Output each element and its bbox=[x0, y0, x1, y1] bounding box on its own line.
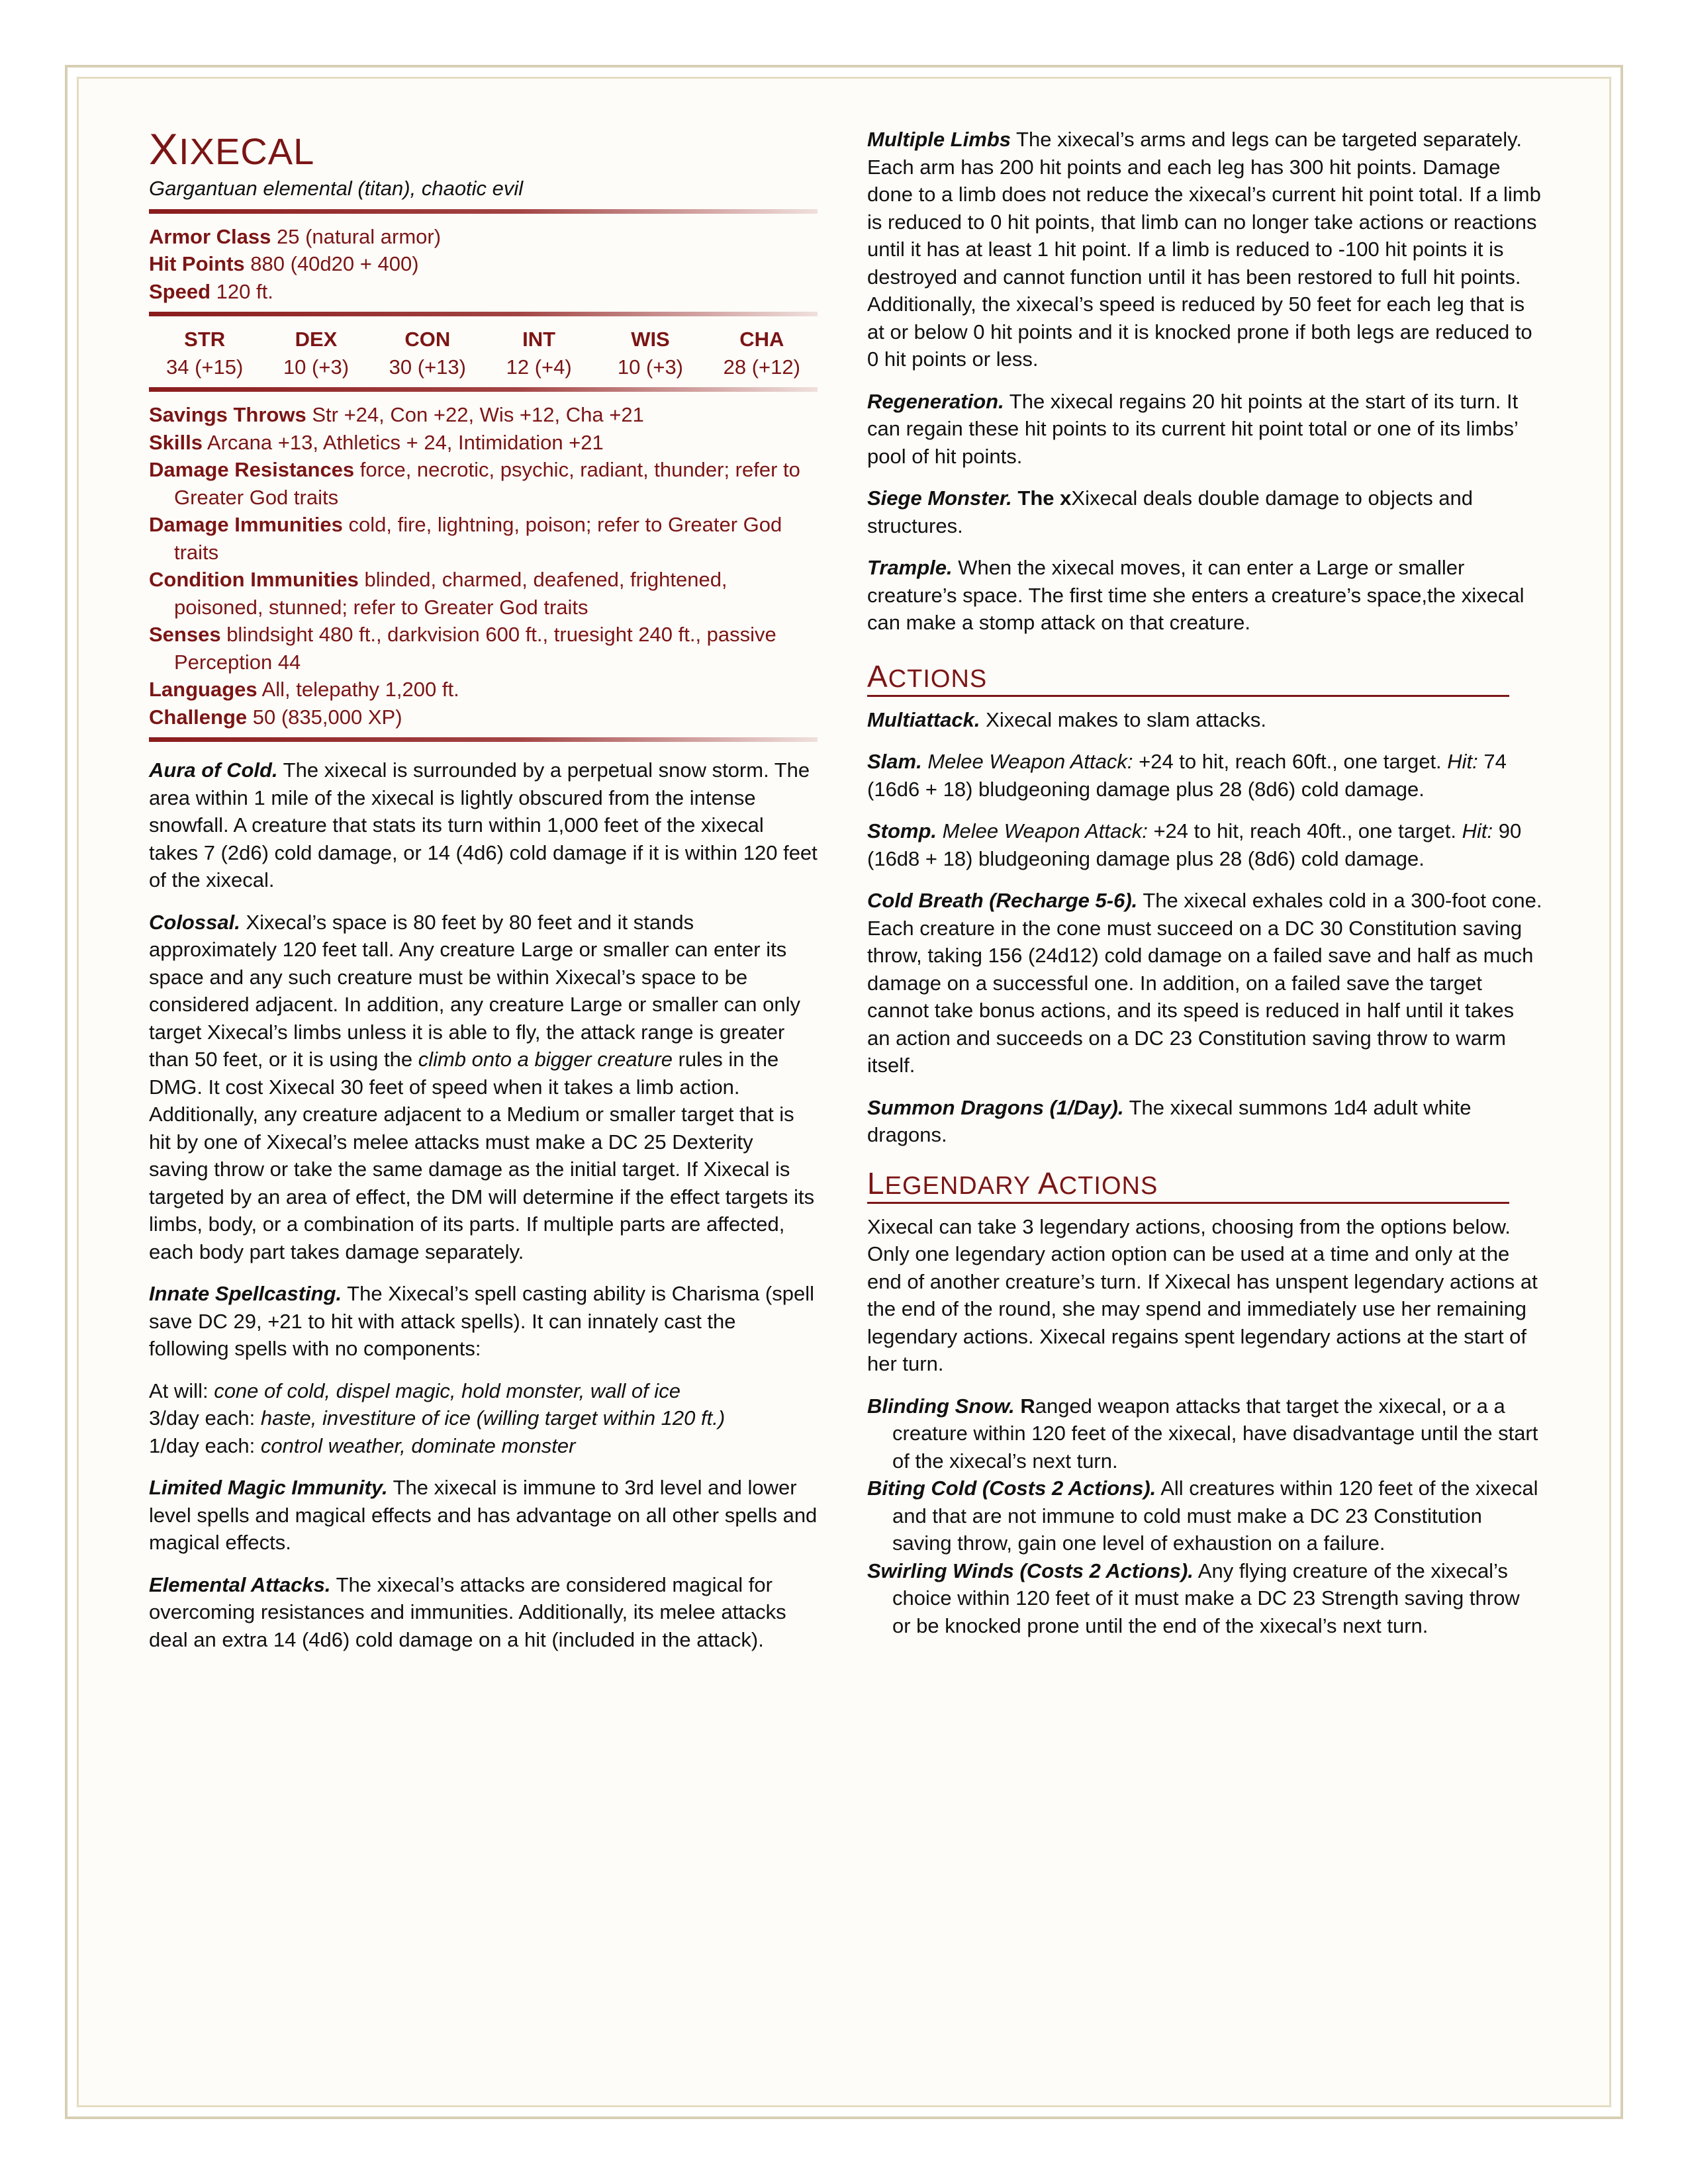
action-name: Slam. bbox=[867, 750, 922, 773]
skills bbox=[149, 429, 818, 457]
action-summon-dragons bbox=[867, 1094, 1542, 1149]
trait-text-italic: climb onto a bigger creature bbox=[418, 1048, 673, 1071]
action-text: The xixecal summons 1d4 adult white dragons. bbox=[867, 1095, 1472, 1146]
trait-name: Limited Magic Immunity. bbox=[149, 1476, 388, 1499]
trait-text: Xixecal’s space is 80 feet by 80 feet and it stands approximately 120 feet tall. Any creature Large or smaller can enter its space and any such creature must be within Xixecal’s space to be considered adjacent. In addition, any creature Large or smaller can only target Xixecal’s limbs unless it is able to fly, the attack range is greater than 50 feet, or it is using the bbox=[149, 910, 800, 1071]
heading-rest: EGENDARY bbox=[884, 1171, 1039, 1200]
divider bbox=[149, 209, 818, 214]
damage-immunities bbox=[149, 511, 818, 566]
trait-siege-monster bbox=[867, 484, 1542, 539]
ability-score: 34 (+15) bbox=[166, 355, 244, 379]
trait-text: The xixecal is surrounded by a perpetual snow storm. The area within 1 mile of the xixecal is lightly obscured from the intense snowfall. A creature that stats its turn within 1,000 feet of the xixecal takes 7 (2d6) cold damage, or 14 (4d6) cold damage if it is within 120 feet of the xixecal. bbox=[149, 758, 818, 891]
armor-class-label: Armor Class bbox=[149, 224, 271, 248]
action-name: Summon Dragons (1/Day). bbox=[867, 1095, 1124, 1119]
detail-label: Skills bbox=[149, 430, 203, 454]
legendary-text-bold: R bbox=[1014, 1394, 1035, 1418]
action-text: +24 to hit, reach 60ft., one target. bbox=[1133, 750, 1448, 773]
heading-rest: CTIONS bbox=[888, 664, 988, 693]
detail-value: blinded, charmed, deafened, frightened, poisoned, stunned; refer to Greater God traits bbox=[174, 568, 727, 619]
ability-name: DEX bbox=[295, 328, 338, 351]
trait-text: rules in the DMG. It cost Xixecal 30 feet of speed when it takes a limb action. Additionally, any creature adjacent to a Medium or smaller target that is hit by one of Xixecal’s melee attacks must make a DC 25 Dexterity saving throw or take the same damage as the initial target. If Xixecal is targeted by an area of effect, the DM will determine if the effect targets its limbs, body, or a combination of its parts. If multiple parts are affected, each body part takes damage separately. bbox=[149, 1048, 815, 1263]
heading-initial: A bbox=[867, 659, 888, 694]
action-text: +24 to hit, reach 40ft., one target. bbox=[1147, 819, 1462, 842]
condition-immunities bbox=[149, 566, 818, 621]
detail-label: Condition Immunities bbox=[149, 568, 359, 591]
legendary-actions-heading bbox=[867, 1165, 1509, 1204]
trait-text: Xixecal deals double damage to objects and structures. bbox=[867, 486, 1474, 537]
trait-name: Colossal. bbox=[149, 910, 240, 934]
action-name: Cold Breath (Recharge 5-6). bbox=[867, 889, 1138, 912]
detail-label: Damage Immunities bbox=[149, 513, 343, 536]
speed bbox=[149, 278, 818, 306]
saving-throws bbox=[149, 401, 818, 429]
legendary-biting-cold bbox=[867, 1475, 1542, 1557]
trait-multiple-limbs bbox=[867, 126, 1542, 373]
armor-class bbox=[149, 223, 818, 251]
detail-value: 50 (835,000 XP) bbox=[247, 705, 402, 729]
hit-label: Hit: bbox=[1447, 750, 1478, 773]
detail-value: cold, fire, lightning, poison; refer to Greater God traits bbox=[174, 513, 782, 564]
spell-names: haste, investiture of ice (willing target within 120 ft.) bbox=[260, 1406, 726, 1430]
attack-type: Melee Weapon Attack: bbox=[921, 750, 1133, 773]
challenge bbox=[149, 704, 818, 731]
legendary-intro: Xixecal can take 3 legendary actions, choosing from the options below. Only one legendary action option can be used at a time and only at the end of another creature’s turn. If Xixecal has unspent legendary actions at the end of the round, she may spend and immediately use her remaining legendary actions. Xixecal regains spent legendary actions at the start of her turn. bbox=[867, 1214, 1538, 1375]
action-name: Multiattack. bbox=[867, 707, 980, 731]
armor-class-value: 25 (natural armor) bbox=[271, 224, 442, 248]
detail-label: Damage Resistances bbox=[149, 458, 355, 481]
trait-colossal bbox=[149, 909, 818, 1266]
ability-name: CON bbox=[404, 328, 451, 351]
action-slam bbox=[867, 748, 1542, 803]
legendary-text: All creatures within 120 feet of the xixecal and that are not immune to cold must make a DC 23 Constitution saving throw, gain one level of exhaustion on a failure. bbox=[892, 1477, 1538, 1555]
action-multiattack bbox=[867, 706, 1542, 734]
divider bbox=[149, 387, 818, 392]
spell-frequency: 3/day each: bbox=[149, 1406, 261, 1430]
trait-text: The xixecal’s arms and legs can be targeted separately. Each arm has 200 hit points and each leg has 300 hit points. Damage done to a limb does not reduce the xixecal’s current hit point total. If a limb is reduced to 0 hit points, that limb can no longer take actions or reactions until it has at least 1 hit point. If a limb is reduced to -100 hit points it is destroyed and cannot function until it has been restored to full hit points. Additionally, the xixecal’s speed is reduced by 50 feet for each leg that is at or below 0 hit points and it is knocked prone if both legs are reduced to 0 hit points or less. bbox=[867, 128, 1541, 371]
attack-type: Melee Weapon Attack: bbox=[937, 819, 1148, 842]
trait-text: The xixecal regains 20 hit points at the start of its turn. It can regain these hit points to its current hit point total or one of its limbs’ pool of hit points. bbox=[867, 389, 1519, 468]
trait-text: The xixecal is immune to 3rd level and lower level spells and magical effects and has advantage on all other spells and magical effects. bbox=[149, 1476, 818, 1554]
heading-initial: L bbox=[867, 1165, 885, 1201]
spell-names: cone of cold, dispel magic, hold monster, wall of ice bbox=[214, 1379, 680, 1402]
legendary-name: Blinding Snow. bbox=[867, 1394, 1015, 1418]
action-text: 90 (16d8 + 18) bludgeoning damage plus 28 (8d6) cold damage. bbox=[867, 819, 1522, 870]
spell-list bbox=[149, 1377, 818, 1460]
left-column bbox=[149, 126, 818, 1668]
ability-con bbox=[372, 326, 483, 381]
damage-resistances bbox=[149, 456, 818, 511]
trait-name: Trample. bbox=[867, 556, 953, 579]
senses bbox=[149, 621, 818, 676]
hit-label: Hit: bbox=[1462, 819, 1493, 842]
trait-aura-of-cold bbox=[149, 756, 818, 894]
ability-str bbox=[149, 326, 260, 381]
detail-label: Languages bbox=[149, 678, 258, 701]
spell-names: control weather, dominate monster bbox=[260, 1433, 576, 1457]
detail-value: Str +24, Con +22, Wis +12, Cha +21 bbox=[306, 403, 644, 426]
trait-name: Innate Spellcasting. bbox=[149, 1282, 342, 1305]
monster-name bbox=[149, 126, 818, 175]
hit-points-value: 880 (40d20 + 400) bbox=[244, 252, 419, 275]
ability-name: CHA bbox=[739, 328, 784, 351]
detail-label: Senses bbox=[149, 623, 221, 646]
action-text: 74 (16d6 + 18) bludgeoning damage plus 28 (8d6) cold damage. bbox=[867, 750, 1507, 801]
speed-value: 120 ft. bbox=[211, 279, 273, 303]
ability-int bbox=[483, 326, 594, 381]
ability-score: 10 (+3) bbox=[617, 355, 684, 379]
trait-text-bold: The x bbox=[1011, 486, 1072, 510]
ability-name: INT bbox=[522, 328, 556, 351]
ability-score: 28 (+12) bbox=[723, 355, 800, 379]
trait-text: When the xixecal moves, it can enter a Large or smaller creature’s space. The first time she enters a creature’s space,the xixecal can make a stomp attack on that creature. bbox=[867, 556, 1524, 634]
speed-label: Speed bbox=[149, 279, 211, 303]
legendary-name: Swirling Winds (Costs 2 Actions). bbox=[867, 1559, 1194, 1582]
hit-points bbox=[149, 250, 818, 278]
monster-name-initial: X bbox=[149, 124, 179, 173]
detail-label: Savings Throws bbox=[149, 403, 306, 426]
ability-wis bbox=[594, 326, 706, 381]
legendary-text: Any flying creature of the xixecal’s choice within 120 feet of it must make a DC 23 Strength saving throw or be knocked prone until the end of the xixecal’s next turn. bbox=[892, 1559, 1520, 1637]
ability-score: 12 (+4) bbox=[506, 355, 572, 379]
monster-name-rest: IXECAL bbox=[179, 130, 315, 172]
hit-points-label: Hit Points bbox=[149, 252, 245, 275]
ability-dex bbox=[260, 326, 371, 381]
divider bbox=[149, 312, 818, 316]
trait-innate-spellcasting bbox=[149, 1280, 818, 1363]
trait-name: Siege Monster. bbox=[867, 486, 1012, 510]
detail-value: Arcana +13, Athletics + 24, Intimidation +21 bbox=[203, 430, 604, 454]
legendary-text: anged weapon attacks that target the xixecal, or a a creature within 120 feet of the xixecal, have disadvantage until the start of the xixecal’s next turn. bbox=[892, 1394, 1538, 1473]
detail-value: All, telepathy 1,200 ft. bbox=[257, 678, 459, 701]
right-column bbox=[867, 126, 1542, 1639]
trait-text: The Xixecal’s spell casting ability is Charisma (spell save DC 29, +21 to hit with attack spells). It can innately cast the following spells with no components: bbox=[149, 1282, 814, 1360]
action-text: Xixecal makes to slam attacks. bbox=[980, 707, 1266, 731]
trait-name: Aura of Cold. bbox=[149, 758, 278, 782]
spell-frequency: 1/day each: bbox=[149, 1433, 261, 1457]
legendary-name: Biting Cold (Costs 2 Actions). bbox=[867, 1477, 1156, 1500]
spell-row-3-day bbox=[149, 1404, 818, 1432]
spell-row-1-day bbox=[149, 1432, 818, 1460]
trait-elemental-attacks bbox=[149, 1571, 818, 1654]
trait-name: Regeneration. bbox=[867, 389, 1004, 413]
action-name: Stomp. bbox=[867, 819, 937, 842]
heading-rest: CTIONS bbox=[1058, 1171, 1158, 1200]
actions-heading bbox=[867, 659, 1509, 697]
legendary-swirling-winds bbox=[867, 1557, 1542, 1640]
ability-cha bbox=[706, 326, 818, 381]
trait-name: Multiple Limbs bbox=[867, 128, 1011, 151]
languages bbox=[149, 676, 818, 704]
action-cold-breath bbox=[867, 887, 1542, 1079]
divider bbox=[149, 737, 818, 742]
spell-frequency: At will: bbox=[149, 1379, 214, 1402]
action-stomp bbox=[867, 817, 1542, 872]
ability-name: WIS bbox=[631, 328, 670, 351]
monster-subtitle: Gargantuan elemental (titan), chaotic evil bbox=[149, 177, 524, 200]
heading-initial: A bbox=[1038, 1165, 1059, 1201]
ability-score: 10 (+3) bbox=[283, 355, 350, 379]
detail-label: Challenge bbox=[149, 705, 248, 729]
ability-score: 30 (+13) bbox=[389, 355, 466, 379]
trait-regeneration bbox=[867, 388, 1542, 471]
trait-text: The xixecal’s attacks are considered magical for overcoming resistances and immunities. Additionally, its melee attacks deal an extra 14 (4d6) cold damage on a hit (included in the attack). bbox=[149, 1572, 786, 1651]
detail-value: blindsight 480 ft., darkvision 600 ft., truesight 240 ft., passive Perception 44 bbox=[174, 623, 776, 674]
spell-row-at-will bbox=[149, 1377, 818, 1405]
detail-value: force, necrotic, psychic, radiant, thunder; refer to Greater God traits bbox=[174, 458, 800, 509]
legendary-blinding-snow bbox=[867, 1392, 1542, 1475]
ability-scores bbox=[149, 326, 818, 381]
trait-trample bbox=[867, 554, 1542, 637]
ability-name: STR bbox=[184, 328, 226, 351]
trait-limited-magic-immunity bbox=[149, 1474, 818, 1557]
action-text: The xixecal exhales cold in a 300-foot cone. Each creature in the cone must succeed on a DC 30 Constitution saving throw, taking 156 (24d12) cold damage on a failed save and half as much damage on a successful one. In addition, on a failed save the target cannot take bonus actions, and its speed is reduced in half until it takes an action and succeeds on a DC 23 Constitution saving throw to warm itself. bbox=[867, 889, 1542, 1077]
trait-name: Elemental Attacks. bbox=[149, 1572, 331, 1596]
